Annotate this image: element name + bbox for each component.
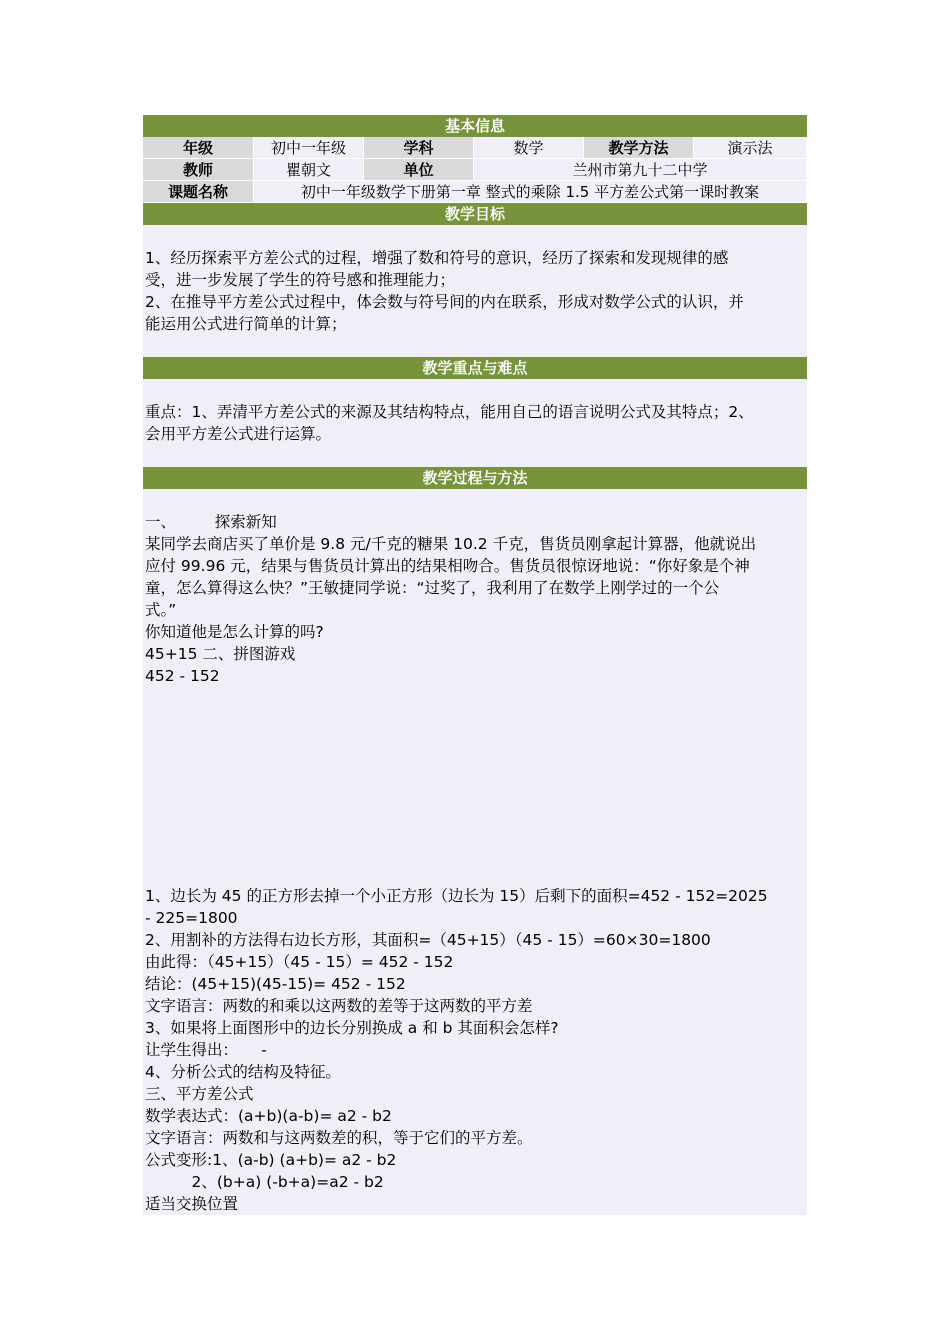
teacher-value: 瞿朝文 [254, 159, 364, 181]
process-line: 童，怎么算得这么快？”王敏捷同学说：“过奖了，我利用了在数学上刚学过的一个公 [145, 579, 720, 597]
key-line: 重点：1、弄清平方差公式的来源及其结构特点，能用自己的语言说明公式及其特点；2、 [145, 403, 754, 421]
process-line: 45+15 二、拼图游戏 [145, 645, 296, 663]
topic-value: 初中一年级数学下册第一章 整式的乘除 1.5 平方差公式第一课时教案 [254, 181, 807, 203]
goals-header: 教学目标 [143, 203, 807, 225]
process-line: 结论：(45+15)(45-15)= 452 - 152 [145, 975, 406, 993]
basic-info-table [143, 137, 807, 203]
process-line: 文字语言：两数的和乘以这两数的差等于这两数的平方差 [145, 997, 533, 1015]
basic-info-header: 基本信息 [143, 115, 807, 137]
process-line: 公式变形:1、(a-b) (a+b)= a2 - b2 [145, 1151, 397, 1169]
key-points-section [143, 379, 807, 467]
method-value: 演示法 [694, 137, 807, 159]
process-line: 1、边长为 45 的正方形去掉一个小正方形（边长为 15）后剩下的面积=452 - 152=2025 [145, 887, 768, 905]
process-line: 4、分析公式的结构及特征。 [145, 1063, 341, 1081]
process-line: 你知道他是怎么计算的吗? [145, 623, 324, 641]
process-section [143, 489, 807, 1215]
process-line: 由此得：（45+15）（45 - 15）= 452 - 152 [145, 953, 454, 971]
process-line: 应付 99.96 元，结果与售货员计算出的结果相吻合。售货员很惊讶地说：“你好象是个神 [145, 557, 750, 575]
unit-value: 兰州市第九十二中学 [474, 159, 807, 181]
subject-value: 数学 [474, 137, 584, 159]
process-line: 3、如果将上面图形中的边长分别换成 a 和 b 其面积会怎样? [145, 1019, 559, 1037]
process-header: 教学过程与方法 [143, 467, 807, 489]
process-line: 让学生得出： - [145, 1041, 267, 1059]
goals-line: 1、经历探索平方差公式的过程，增强了数和符号的意识，经历了探索和发现规律的感 [145, 249, 729, 267]
teacher-label: 教师 [143, 159, 254, 181]
key-line: 会用平方差公式进行运算。 [145, 425, 332, 443]
process-line: 一、 探索新知 [145, 513, 277, 531]
process-line: - 225=1800 [145, 909, 238, 927]
figure-blank-area [145, 687, 805, 885]
process-line: 某同学去商店买了单价是 9.8 元/千克的糖果 10.2 千克，售货员刚拿起计算器，他就说出 [145, 535, 757, 553]
grade-value: 初中一年级 [254, 137, 364, 159]
process-line: 2、(b+a) (-b+a)=a2 - b2 [145, 1173, 384, 1191]
subject-label: 学科 [364, 137, 474, 159]
process-line: 数学表达式：(a+b)(a-b)= a2 - b2 [145, 1107, 392, 1125]
method-label: 教学方法 [584, 137, 694, 159]
lesson-plan-document [143, 115, 807, 1215]
goals-line: 2、在推导平方差公式过程中，体会数与符号间的内在联系，形成对数学公式的认识，并 [145, 293, 744, 311]
topic-label: 课题名称 [143, 181, 254, 203]
unit-label: 单位 [364, 159, 474, 181]
goals-section [143, 225, 807, 357]
process-line: 2、用割补的方法得右边长方形，其面积=（45+15）（45 - 15）=60×30=1800 [145, 931, 711, 949]
process-line: 式。” [145, 601, 177, 619]
process-line: 452 - 152 [145, 667, 220, 685]
key-points-header: 教学重点与难点 [143, 357, 807, 379]
goals-line: 能运用公式进行简单的计算； [145, 315, 347, 333]
goals-line: 受，进一步发展了学生的符号感和推理能力； [145, 271, 456, 289]
process-line: 文字语言：两数和与这两数差的积，等于它们的平方差。 [145, 1129, 533, 1147]
process-line: 三、平方差公式 [145, 1085, 254, 1103]
grade-label: 年级 [143, 137, 254, 159]
process-line: 适当交换位置 [145, 1195, 239, 1213]
